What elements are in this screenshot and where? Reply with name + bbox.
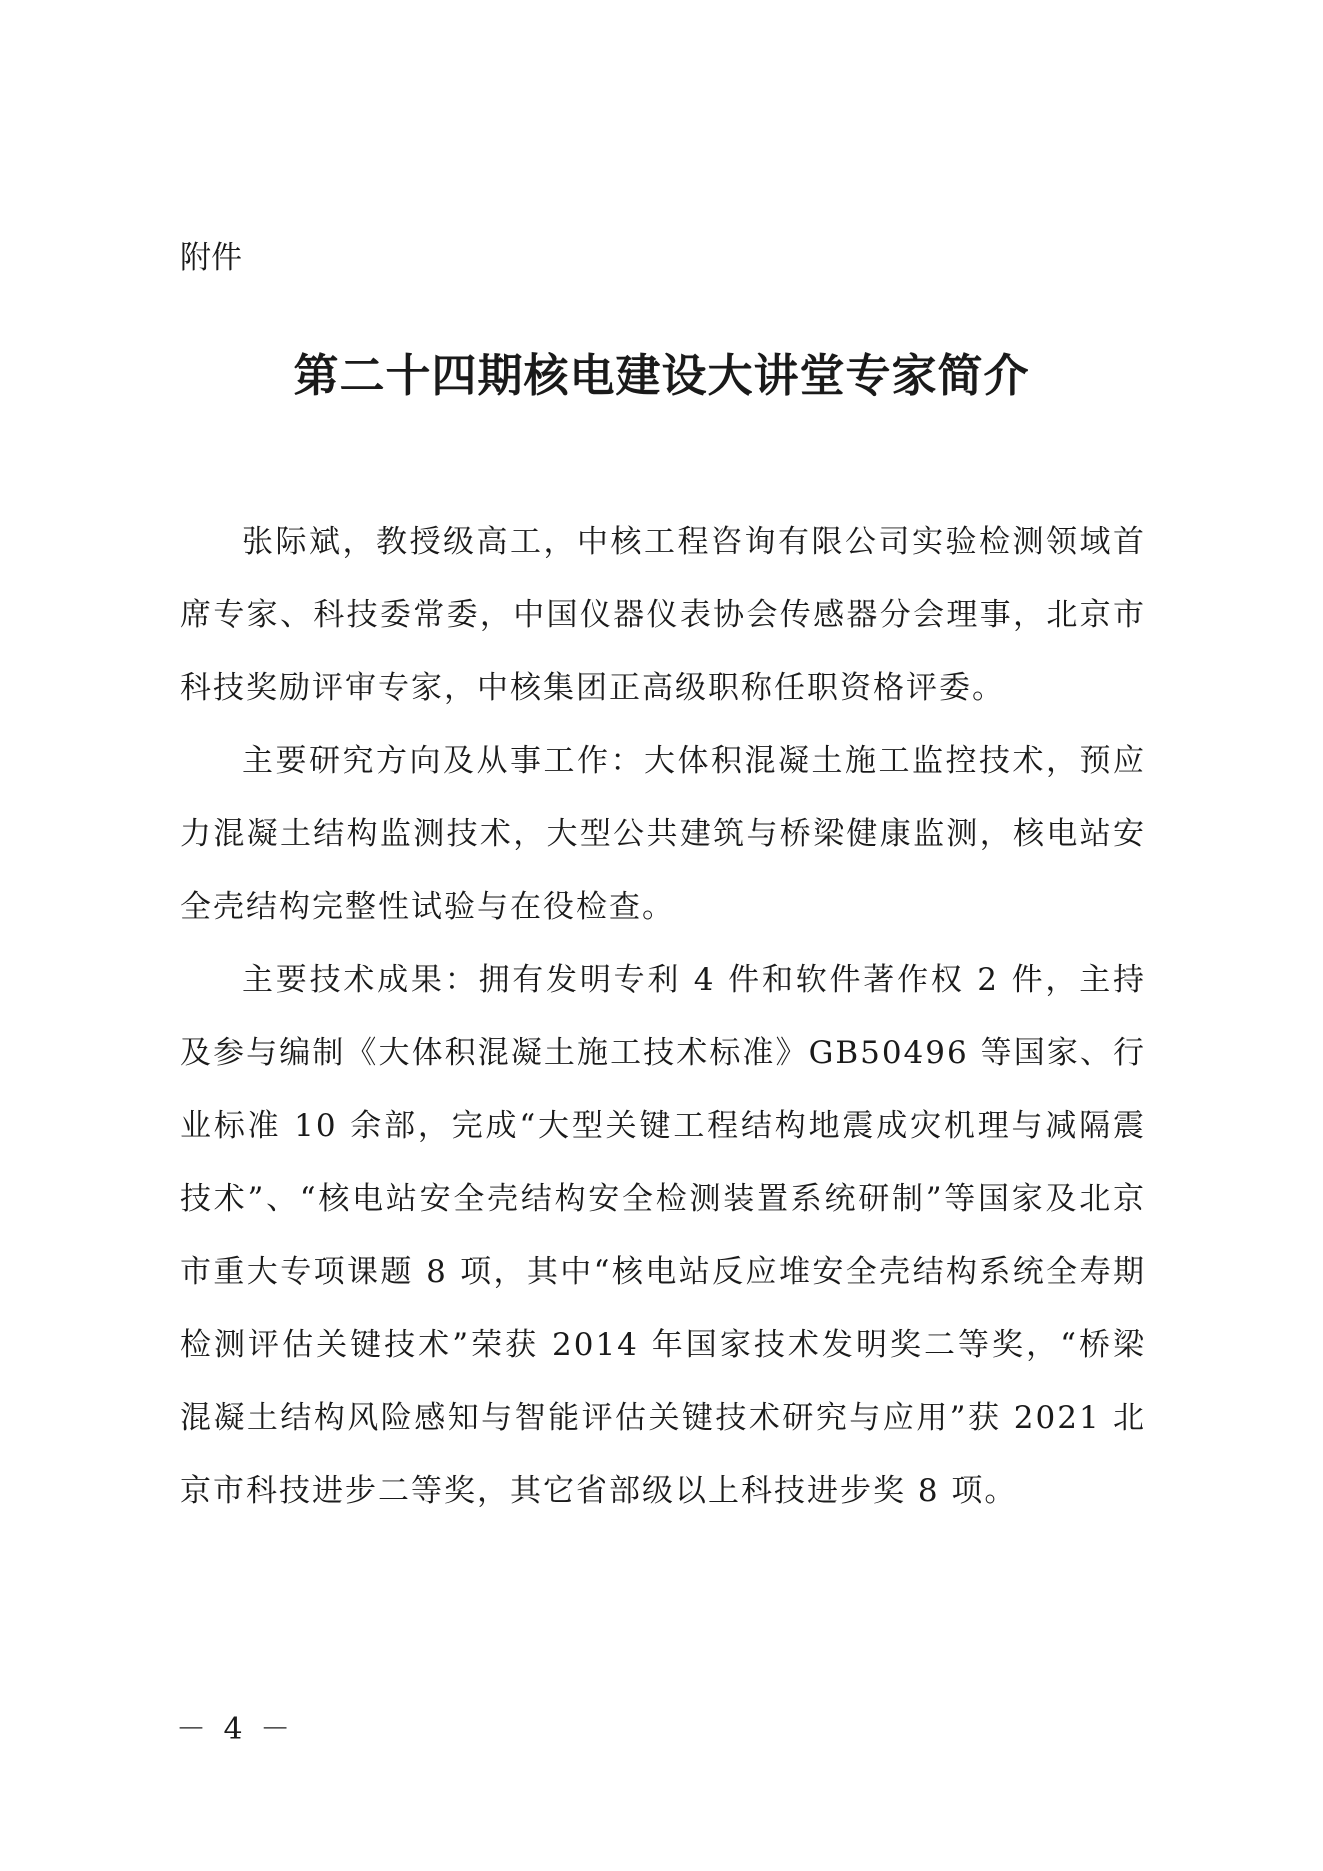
attachment-label: 附件: [180, 240, 242, 276]
page-number: － 4 －: [176, 1712, 295, 1747]
body-text: [180, 506, 1146, 1528]
paragraph-achievements: 主要技术成果：拥有发明专利 4 件和软件著作权 2 件，主持及参与编制《大体积混凝土施工技术标准》GB50496 等国家、行业标准 10 余部，完成“大型关键工程结构地震成灾机理与减隔震技术”、“核电站安全壳结构安全检测装置系统研制”等国家及北京市重大专项课题 8 项，其中“核电站反应堆安全壳结构系统全寿期检测评估关键技术”荣获 2014 年国家技术发明奖二等奖，“桥梁混凝土结构风险感知与智能评估关键技术研究与应用”获 2021 北京市科技进步二等奖，其它省部级以上科技进步奖 8 项。: [180, 962, 1146, 1509]
paragraph-profile: 张际斌，教授级高工，中核工程咨询有限公司实验检测领域首席专家、科技委常委，中国仪器仪表协会传感器分会理事，北京市科技奖励评审专家，中核集团正高级职称任职资格评委。: [180, 524, 1146, 706]
document-title: 第二十四期核电建设大讲堂专家简介: [293, 349, 1030, 402]
paragraph-research-areas: 主要研究方向及从事工作：大体积混凝土施工监控技术，预应力混凝土结构监测技术，大型公共建筑与桥梁健康监测，核电站安全壳结构完整性试验与在役检查。: [180, 743, 1146, 925]
